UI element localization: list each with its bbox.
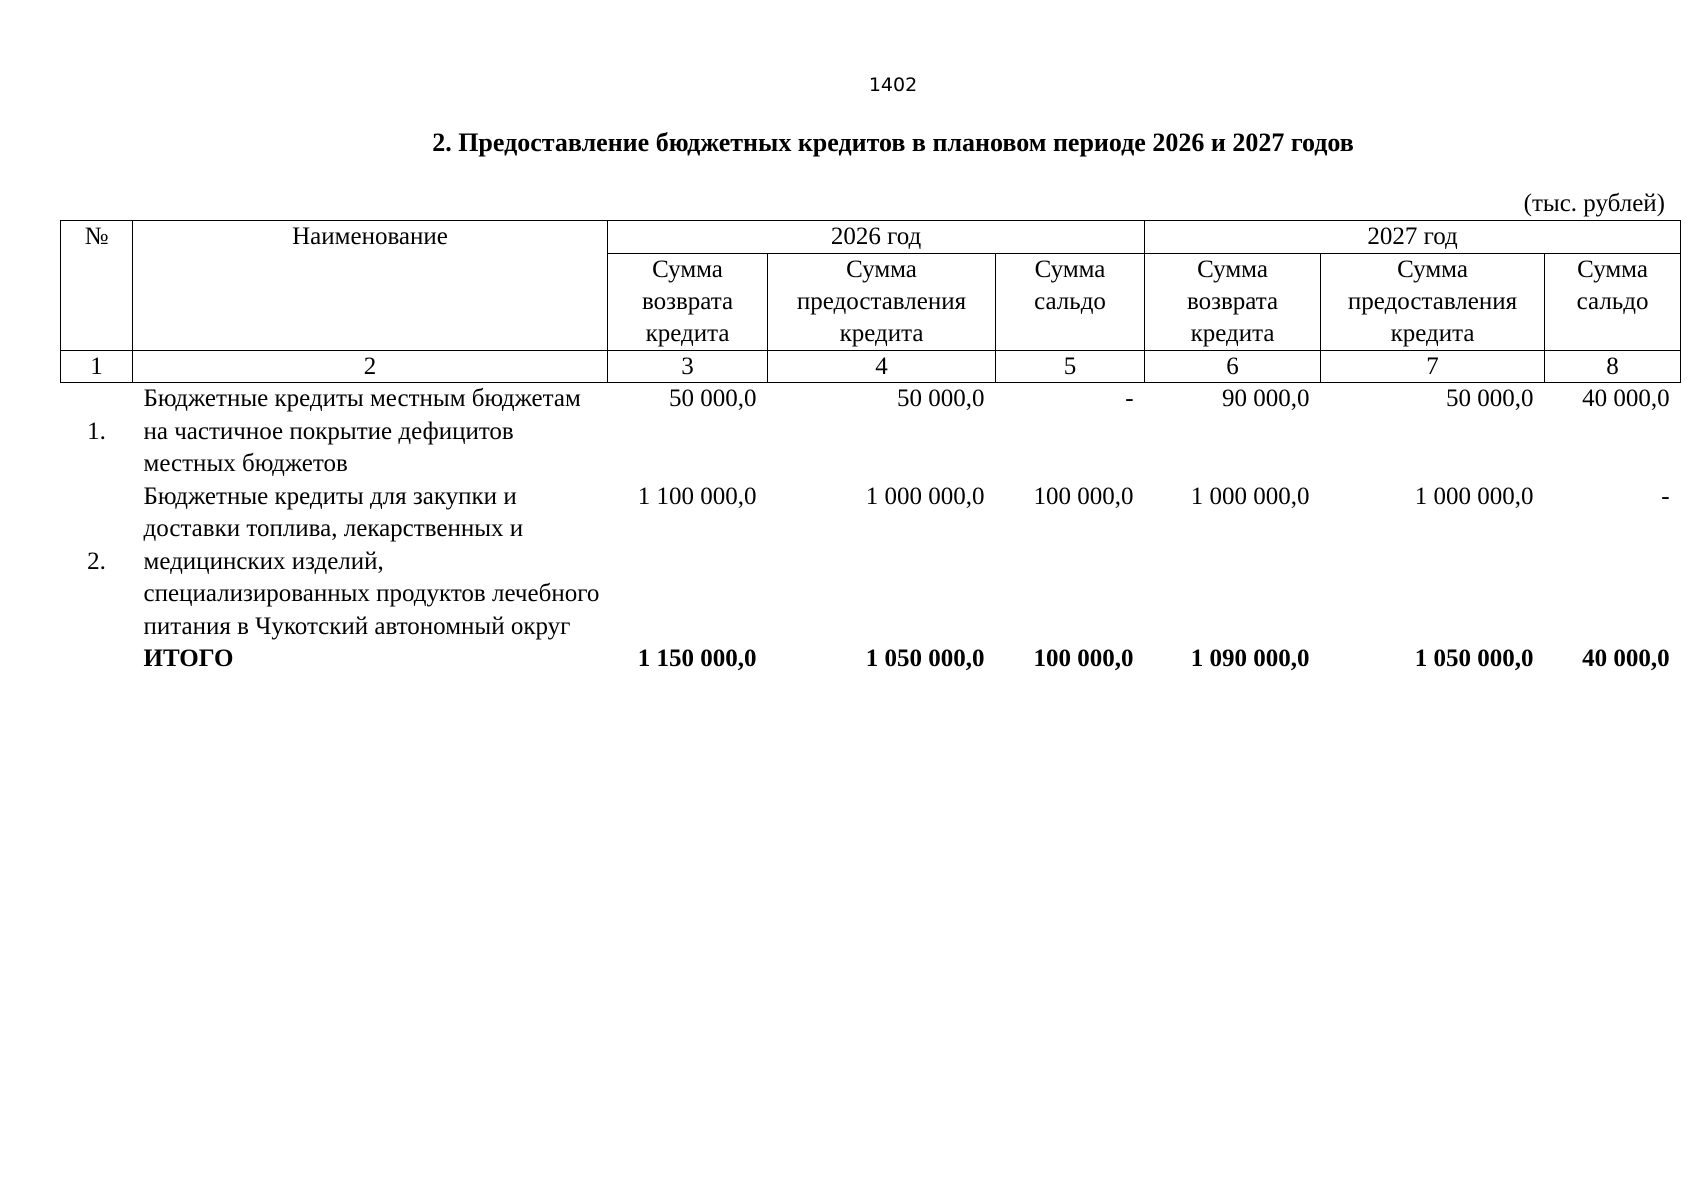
column-number: 5 — [996, 351, 1145, 383]
header-2026-balance: Сумма сальдо — [996, 254, 1145, 351]
column-number: 4 — [768, 351, 996, 383]
value-2026-return: 50 000,0 — [669, 385, 757, 412]
budget-credits-table — [60, 220, 1681, 676]
value-2026-provision: 1 000 000,0 — [865, 482, 985, 510]
value-2026-balance: 100 000,0 — [1033, 482, 1134, 510]
total-label: ИТОГО — [143, 645, 234, 672]
row-number: 1. — [87, 417, 106, 445]
total-2027-return: 1 090 000,0 — [1190, 645, 1310, 672]
total-num-empty — [61, 643, 133, 676]
column-number: 6 — [1145, 351, 1321, 383]
column-number: 3 — [608, 351, 768, 383]
header-2026-provision: Сумма предоставления кредита — [768, 254, 996, 351]
header-year-2027: 2027 год — [1145, 221, 1681, 254]
header-year-2026: 2026 год — [608, 221, 1145, 254]
column-number: 8 — [1545, 351, 1681, 383]
total-2026-provision: 1 050 000,0 — [865, 645, 985, 672]
value-2027-return: 1 000 000,0 — [1190, 482, 1310, 510]
table-row — [61, 481, 1681, 644]
header-row-column-numbers — [61, 351, 1681, 383]
header-name: Наименование — [133, 221, 608, 351]
column-number: 7 — [1321, 351, 1545, 383]
row-name: Бюджетные кредиты местным бюджетам на частичное покрытие дефицитов местных бюджетов — [143, 385, 581, 477]
header-2026-return: Сумма возврата кредита — [608, 254, 768, 351]
document-title: 2. Предоставление бюджетных кредитов в плановом периоде 2026 и 2027 годов — [432, 128, 1354, 157]
header-2027-balance: Сумма сальдо — [1545, 254, 1681, 351]
value-2026-balance: - — [1125, 385, 1134, 412]
value-2026-provision: 50 000,0 — [897, 385, 985, 412]
table-header — [61, 221, 1681, 383]
total-2027-balance: 40 000,0 — [1582, 645, 1670, 672]
page-number: 1402 — [868, 74, 918, 96]
header-row-years — [61, 221, 1681, 254]
column-number: 1 — [61, 351, 133, 383]
total-2027-provision: 1 050 000,0 — [1414, 645, 1534, 672]
value-2027-provision: 50 000,0 — [1446, 385, 1534, 412]
row-name: Бюджетные кредиты для закупки и доставки топлива, лекарственных и медицинских изделий, специализированных продуктов лечебного питания в Чукотский автономный округ — [143, 482, 600, 640]
value-2027-balance: 40 000,0 — [1582, 385, 1670, 412]
total-2026-balance: 100 000,0 — [1033, 645, 1134, 672]
header-2027-return: Сумма возврата кредита — [1145, 254, 1321, 351]
header-2027-provision: Сумма предоставления кредита — [1321, 254, 1545, 351]
total-2026-return: 1 150 000,0 — [637, 645, 757, 672]
value-2026-return: 1 100 000,0 — [637, 482, 757, 510]
total-row — [61, 643, 1681, 676]
table-row — [61, 383, 1681, 481]
row-number: 2. — [87, 547, 106, 575]
header-num: № — [61, 221, 133, 351]
table-body — [61, 383, 1681, 676]
value-2027-return: 90 000,0 — [1222, 385, 1310, 412]
value-2027-balance: - — [1661, 482, 1670, 510]
value-2027-provision: 1 000 000,0 — [1414, 482, 1534, 510]
units-label: (тыс. рублей) — [1523, 190, 1665, 217]
column-number: 2 — [133, 351, 608, 383]
